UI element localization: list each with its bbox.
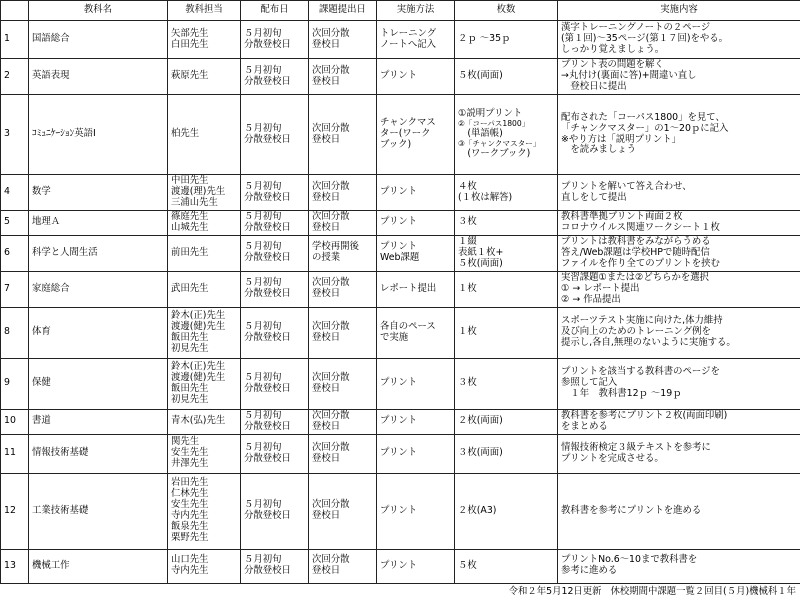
cell-line: 分散登校日 bbox=[244, 382, 291, 394]
cell-line: ５月初旬 bbox=[244, 277, 282, 289]
table-row bbox=[1, 409, 800, 434]
cell-line: で実施 bbox=[380, 331, 409, 343]
cell-method bbox=[377, 21, 455, 59]
cell-method bbox=[377, 175, 455, 211]
cell-due-date bbox=[309, 95, 377, 175]
cell-line: 柏先生 bbox=[171, 128, 200, 140]
cell-line: 渡邊(健)先生 bbox=[171, 320, 226, 332]
cell-count bbox=[455, 434, 558, 473]
cell-line: 次回分散 bbox=[312, 64, 350, 76]
cell-line: ５月初旬 bbox=[244, 122, 282, 134]
cell-line: 分散登校日 bbox=[244, 38, 291, 50]
cell-due-date bbox=[309, 271, 377, 307]
cell-line: １年 教科書12ｐ ～19ｐ bbox=[561, 388, 682, 400]
cell-distribution-date bbox=[241, 473, 309, 549]
cell-line: 分散登校日 bbox=[244, 221, 291, 233]
cell-method bbox=[377, 235, 455, 271]
cell-line: →丸付け(裏面に答)+間違い直し bbox=[561, 70, 697, 82]
cell-subject: 科学と人間生活 bbox=[29, 235, 168, 271]
cell-line: ５月初旬 bbox=[244, 180, 282, 192]
cell-line: プリントNo.6～10まで教科書を bbox=[561, 554, 698, 566]
header-teacher: 教科担当 bbox=[168, 1, 241, 21]
cell-line: ５月初旬 bbox=[244, 211, 282, 222]
cell-line: 及び向上のためのトレーニング例を bbox=[561, 326, 711, 338]
cell-line: 渡邊(健)先生 bbox=[171, 371, 226, 383]
cell-line: 直しをして提出 bbox=[561, 191, 627, 203]
cell-line: プリントは教科書をみながらうめる bbox=[561, 235, 711, 247]
cell-line: 分散登校日 bbox=[244, 75, 291, 87]
cell-method bbox=[377, 358, 455, 409]
header-due-date: 課題提出日 bbox=[309, 1, 377, 21]
cell-subject: 数学 bbox=[29, 175, 168, 211]
cell-due-date bbox=[309, 175, 377, 211]
cell-line: ２ｐ ～35ｐ bbox=[458, 33, 511, 45]
cell-distribution-date bbox=[241, 271, 309, 307]
cell-line: の授業 bbox=[312, 252, 341, 264]
cell-line: (第１回)～35ページ(第１７回)をやる。 bbox=[561, 33, 728, 45]
cell-count bbox=[455, 307, 558, 358]
cell-teachers bbox=[168, 271, 241, 307]
cell-line: 次回分散 bbox=[312, 320, 350, 332]
cell-content bbox=[558, 473, 800, 549]
cell-line: プリント bbox=[380, 559, 418, 571]
cell-method bbox=[377, 211, 455, 236]
cell-line: 教科書を参考にプリント２枚(両面印刷) bbox=[561, 409, 728, 421]
cell-line: 登校日 bbox=[312, 565, 341, 577]
cell-line: 渡邊(理)先生 bbox=[171, 186, 226, 198]
cell-line: 分散登校日 bbox=[244, 420, 291, 432]
cell-content bbox=[558, 59, 800, 95]
cell-line: 登校日 bbox=[312, 382, 341, 394]
cell-line: 登校日 bbox=[312, 191, 341, 203]
cell-line: ター(ワーク bbox=[380, 128, 431, 140]
cell-line: プリント bbox=[380, 241, 418, 253]
cell-line: 提示し,各自,無理のないように実施する。 bbox=[561, 337, 736, 349]
cell-subject: 体育 bbox=[29, 307, 168, 358]
cell-line: 次回分散 bbox=[312, 180, 350, 192]
cell-method bbox=[377, 409, 455, 434]
cell-line: プリントを該当する教科書のページを bbox=[561, 366, 720, 378]
cell-due-date bbox=[309, 549, 377, 583]
cell-no: 2 bbox=[1, 59, 29, 95]
cell-line: をまとめる bbox=[561, 420, 608, 432]
cell-no: 11 bbox=[1, 434, 29, 473]
cell-content bbox=[558, 358, 800, 409]
cell-method bbox=[377, 307, 455, 358]
cell-count bbox=[455, 175, 558, 211]
cell-no: 7 bbox=[1, 271, 29, 307]
cell-content bbox=[558, 549, 800, 583]
cell-line: 山城先生 bbox=[171, 221, 209, 233]
cell-teachers bbox=[168, 211, 241, 236]
cell-content bbox=[558, 235, 800, 271]
cell-teachers bbox=[168, 409, 241, 434]
cell-line: 分散登校日 bbox=[244, 133, 291, 145]
cell-line: ※やり方は「説明プリント」 bbox=[561, 133, 681, 145]
table-row bbox=[1, 59, 800, 95]
table-row bbox=[1, 549, 800, 583]
cell-no: 13 bbox=[1, 549, 29, 583]
cell-distribution-date bbox=[241, 21, 309, 59]
cell-line: 登校日 bbox=[312, 38, 341, 50]
cell-line: 参考に進める bbox=[561, 565, 618, 577]
cell-subject: 機械工作 bbox=[29, 549, 168, 583]
cell-line: 登校日に提出 bbox=[561, 80, 627, 92]
cell-no: 9 bbox=[1, 358, 29, 409]
cell-teachers bbox=[168, 549, 241, 583]
cell-count bbox=[455, 235, 558, 271]
cell-count bbox=[455, 21, 558, 59]
cell-due-date bbox=[309, 434, 377, 473]
footer-title: 休校期間中課題一覧２回目(５月)機械科１年 bbox=[610, 586, 796, 597]
cell-count bbox=[455, 95, 558, 175]
cell-line: 飯田先生 bbox=[171, 331, 209, 343]
cell-method bbox=[377, 95, 455, 175]
cell-due-date bbox=[309, 409, 377, 434]
cell-method bbox=[377, 473, 455, 549]
cell-line: ５枚(両面) bbox=[458, 257, 503, 269]
cell-line: しっかり覚えましょう。 bbox=[561, 43, 665, 55]
cell-subject: 保健 bbox=[29, 358, 168, 409]
cell-line: ３枚 bbox=[458, 377, 477, 389]
cell-line: を読みましょう bbox=[561, 144, 637, 156]
cell-line: プリント bbox=[380, 186, 418, 198]
cell-line: チャンクマス bbox=[380, 117, 436, 129]
header-content: 実施内容 bbox=[558, 1, 800, 21]
cell-line: １枚 bbox=[458, 326, 477, 338]
cell-due-date bbox=[309, 211, 377, 236]
cell-method bbox=[377, 549, 455, 583]
cell-no: 10 bbox=[1, 409, 29, 434]
table-row bbox=[1, 235, 800, 271]
cell-content bbox=[558, 434, 800, 473]
cell-method bbox=[377, 434, 455, 473]
cell-line: １枚 bbox=[458, 282, 477, 294]
cell-line: 学校再開後 bbox=[312, 241, 359, 253]
cell-distribution-date bbox=[241, 549, 309, 583]
cell-line: 関先生 bbox=[171, 436, 200, 448]
cell-line: 分散登校日 bbox=[244, 191, 291, 203]
cell-line: 教科書を参考にプリントを進める bbox=[561, 504, 702, 516]
cell-due-date bbox=[309, 59, 377, 95]
cell-line: 分散登校日 bbox=[244, 565, 291, 577]
cell-subject: 英語表現 bbox=[29, 59, 168, 95]
cell-distribution-date bbox=[241, 211, 309, 236]
cell-count bbox=[455, 473, 558, 549]
cell-line: ② → 作品提出 bbox=[561, 293, 621, 305]
cell-subject: 国語総合 bbox=[29, 21, 168, 59]
cell-line: (１枚は解答) bbox=[458, 191, 513, 203]
cell-line: 寺内先生 bbox=[171, 510, 209, 522]
cell-line: 登校日 bbox=[312, 420, 341, 432]
cell-distribution-date bbox=[241, 235, 309, 271]
cell-line: 初見先生 bbox=[171, 342, 209, 354]
cell-line: ４枚 bbox=[458, 180, 477, 192]
cell-line: プリント bbox=[380, 216, 418, 228]
cell-teachers bbox=[168, 307, 241, 358]
cell-line: ノートへ記入 bbox=[380, 38, 436, 50]
cell-content bbox=[558, 307, 800, 358]
cell-due-date bbox=[309, 235, 377, 271]
cell-line: トレーニング bbox=[380, 27, 437, 39]
table-row bbox=[1, 307, 800, 358]
header-no bbox=[1, 1, 29, 21]
cell-line: 配布された「コーパス1800」を見て、 bbox=[561, 111, 725, 123]
cell-line: 登校日 bbox=[312, 452, 341, 464]
cell-line: 寺内先生 bbox=[171, 565, 209, 577]
cell-content bbox=[558, 409, 800, 434]
cell-distribution-date bbox=[241, 95, 309, 175]
cell-due-date bbox=[309, 473, 377, 549]
cell-line: 初見先生 bbox=[171, 393, 209, 405]
cell-line: ５月初旬 bbox=[244, 320, 282, 332]
cell-line: プリント bbox=[380, 504, 418, 516]
cell-line: ②「コーパス1800」 bbox=[458, 119, 530, 129]
cell-line: 安生先生 bbox=[171, 499, 209, 511]
table-row bbox=[1, 21, 800, 59]
cell-line: 井澤先生 bbox=[171, 458, 209, 470]
cell-line: 飯泉先生 bbox=[171, 521, 209, 533]
cell-method bbox=[377, 59, 455, 95]
cell-line: 次回分散 bbox=[312, 371, 350, 383]
cell-line: コロナウイルス関連ワークシート１枚 bbox=[561, 221, 720, 233]
cell-line: ファイルを作り全てのプリントを挟む bbox=[561, 257, 720, 269]
cell-count bbox=[455, 211, 558, 236]
cell-line: ３枚 bbox=[458, 216, 477, 228]
table-row bbox=[1, 434, 800, 473]
cell-line: ５月初旬 bbox=[244, 64, 282, 76]
cell-line: 次回分散 bbox=[312, 122, 350, 134]
header-subject: 教科名 bbox=[29, 1, 168, 21]
cell-line: 三浦山先生 bbox=[171, 196, 218, 208]
cell-line: ５月初旬 bbox=[244, 241, 282, 253]
footer bbox=[503, 583, 796, 597]
cell-count bbox=[455, 549, 558, 583]
cell-method bbox=[377, 271, 455, 307]
cell-count bbox=[455, 358, 558, 409]
cell-line: 分散登校日 bbox=[244, 510, 291, 522]
cell-line: 分散登校日 bbox=[244, 452, 291, 464]
cell-line: レポート提出 bbox=[380, 282, 437, 294]
cell-distribution-date bbox=[241, 307, 309, 358]
cell-line: 次回分散 bbox=[312, 554, 350, 566]
cell-line: 情報技術検定３級テキストを参考に bbox=[561, 441, 711, 453]
cell-distribution-date bbox=[241, 175, 309, 211]
cell-teachers bbox=[168, 175, 241, 211]
table-row bbox=[1, 175, 800, 211]
cell-line: 萩原先生 bbox=[171, 70, 209, 82]
cell-subject: 情報技術基礎 bbox=[29, 434, 168, 473]
table-row bbox=[1, 358, 800, 409]
cell-subject: 工業技術基礎 bbox=[29, 473, 168, 549]
cell-line: ５月初旬 bbox=[244, 554, 282, 566]
cell-line: ③「チャンクマスター」 bbox=[458, 138, 541, 148]
cell-content bbox=[558, 211, 800, 236]
cell-line: ５月初旬 bbox=[244, 409, 282, 421]
cell-no: 12 bbox=[1, 473, 29, 549]
cell-distribution-date bbox=[241, 358, 309, 409]
cell-line: ３枚(両面) bbox=[458, 447, 503, 459]
cell-line: 分散登校日 bbox=[244, 331, 291, 343]
cell-line: ① → レポート提出 bbox=[561, 282, 640, 294]
cell-line: ５月初旬 bbox=[244, 499, 282, 511]
cell-line: プリント表の問題を解く bbox=[561, 59, 664, 71]
cell-line: 次回分散 bbox=[312, 277, 350, 289]
cell-line: 表紙１枚+ bbox=[458, 246, 504, 258]
cell-line: 分散登校日 bbox=[244, 288, 291, 300]
cell-line: プリント bbox=[380, 415, 418, 427]
cell-no: 1 bbox=[1, 21, 29, 59]
cell-line: ２枚(A3) bbox=[458, 504, 497, 516]
cell-line: 岩田先生 bbox=[171, 477, 209, 489]
cell-line: 分散登校日 bbox=[244, 252, 291, 264]
cell-teachers bbox=[168, 21, 241, 59]
footer-updated: 令和２年5月12日更新 bbox=[508, 586, 602, 597]
cell-line: ５月初旬 bbox=[244, 27, 282, 39]
cell-line: Web課題 bbox=[380, 252, 420, 264]
cell-line: 中田先生 bbox=[171, 175, 209, 187]
cell-line: 次回分散 bbox=[312, 441, 350, 453]
cell-teachers bbox=[168, 358, 241, 409]
cell-line: 次回分散 bbox=[312, 499, 350, 511]
cell-line: ５枚(両面) bbox=[458, 70, 503, 82]
cell-subject: 家庭総合 bbox=[29, 271, 168, 307]
cell-line: ５月初旬 bbox=[244, 371, 282, 383]
cell-count bbox=[455, 409, 558, 434]
cell-line: 矢部先生 bbox=[171, 27, 209, 39]
table-row bbox=[1, 473, 800, 549]
cell-line: 武田先生 bbox=[171, 282, 209, 294]
cell-line: プリント bbox=[380, 70, 418, 82]
cell-count bbox=[455, 59, 558, 95]
cell-line: 山口先生 bbox=[171, 554, 209, 566]
cell-content bbox=[558, 95, 800, 175]
cell-line: 次回分散 bbox=[312, 211, 350, 222]
cell-line: 参照して記入 bbox=[561, 377, 618, 389]
cell-content bbox=[558, 175, 800, 211]
cell-no: 3 bbox=[1, 95, 29, 175]
cell-line: 仁林先生 bbox=[171, 488, 209, 500]
cell-teachers bbox=[168, 434, 241, 473]
cell-due-date bbox=[309, 358, 377, 409]
cell-line: 漢字トレーニングノートの２ページ bbox=[561, 22, 711, 34]
cell-line: 安生先生 bbox=[171, 447, 209, 459]
cell-no: 6 bbox=[1, 235, 29, 271]
cell-distribution-date bbox=[241, 434, 309, 473]
cell-teachers bbox=[168, 95, 241, 175]
cell-no: 8 bbox=[1, 307, 29, 358]
cell-line: 前田先生 bbox=[171, 246, 209, 258]
cell-line: 篠庭先生 bbox=[171, 211, 209, 222]
cell-line: １綴 bbox=[458, 235, 477, 247]
cell-line: (単語帳) bbox=[458, 128, 503, 140]
cell-line: 栗野先生 bbox=[171, 531, 209, 543]
cell-no: 4 bbox=[1, 175, 29, 211]
cell-line: プリントを解いて答え合わせ、 bbox=[561, 180, 692, 192]
cell-line: 白田先生 bbox=[171, 38, 209, 50]
cell-line: 次回分散 bbox=[312, 409, 350, 421]
cell-content bbox=[558, 21, 800, 59]
cell-teachers bbox=[168, 59, 241, 95]
cell-teachers bbox=[168, 473, 241, 549]
table-body bbox=[1, 21, 800, 584]
cell-subject: 書道 bbox=[29, 409, 168, 434]
cell-line: 登校日 bbox=[312, 133, 341, 145]
table-row bbox=[1, 271, 800, 307]
cell-line: 登校日 bbox=[312, 288, 341, 300]
cell-distribution-date bbox=[241, 409, 309, 434]
cell-subject: ｺﾐｭﾆｹｰｼｮﾝ英語Ⅰ bbox=[29, 95, 168, 175]
cell-line: プリント bbox=[380, 447, 418, 459]
cell-line: 「チャンクマスター」の1～20ｐに記入 bbox=[561, 122, 729, 134]
cell-line: 登校日 bbox=[312, 331, 341, 343]
cell-due-date bbox=[309, 21, 377, 59]
cell-line: 次回分散 bbox=[312, 27, 350, 39]
cell-subject: 地理Ａ bbox=[29, 211, 168, 236]
cell-count bbox=[455, 271, 558, 307]
header-distribution-date: 配布日 bbox=[241, 1, 309, 21]
cell-teachers bbox=[168, 235, 241, 271]
cell-line: (ワークブック) bbox=[458, 147, 531, 159]
table-row bbox=[1, 95, 800, 175]
cell-line: ブック) bbox=[380, 138, 412, 150]
cell-line: 青木(弘)先生 bbox=[171, 415, 226, 427]
cell-line: ５月初旬 bbox=[244, 441, 282, 453]
cell-line: 鈴木(正)先生 bbox=[171, 361, 226, 372]
cell-line: ５枚 bbox=[458, 559, 477, 571]
cell-line: 登校日 bbox=[312, 510, 341, 522]
cell-line: 飯田先生 bbox=[171, 382, 209, 394]
cell-no: 5 bbox=[1, 211, 29, 236]
table-row bbox=[1, 211, 800, 236]
cell-line: プリントを完成させる。 bbox=[561, 452, 664, 464]
cell-line: スポーツテスト実施に向けた,体力維持 bbox=[561, 315, 723, 327]
cell-line: プリント bbox=[380, 377, 418, 389]
cell-line: 実習課題①または②どちらかを選択 bbox=[561, 271, 710, 283]
cell-distribution-date bbox=[241, 59, 309, 95]
cell-line: 登校日 bbox=[312, 75, 341, 87]
cell-content bbox=[558, 271, 800, 307]
cell-line: 鈴木(正)先生 bbox=[171, 310, 226, 321]
cell-line: 各自のペース bbox=[380, 320, 436, 332]
header-row bbox=[1, 1, 800, 21]
cell-due-date bbox=[309, 307, 377, 358]
header-method: 実施方法 bbox=[377, 1, 455, 21]
header-count: 枚数 bbox=[455, 1, 558, 21]
cell-line: ２枚(両面) bbox=[458, 415, 503, 427]
cell-line: 登校日 bbox=[312, 221, 341, 233]
cell-line: ①説明プリント bbox=[458, 108, 523, 120]
cell-line: 教科書準拠プリント両面２枚 bbox=[561, 211, 683, 222]
cell-line: 答え/Web課題は学校HPで随時配信 bbox=[561, 246, 710, 258]
